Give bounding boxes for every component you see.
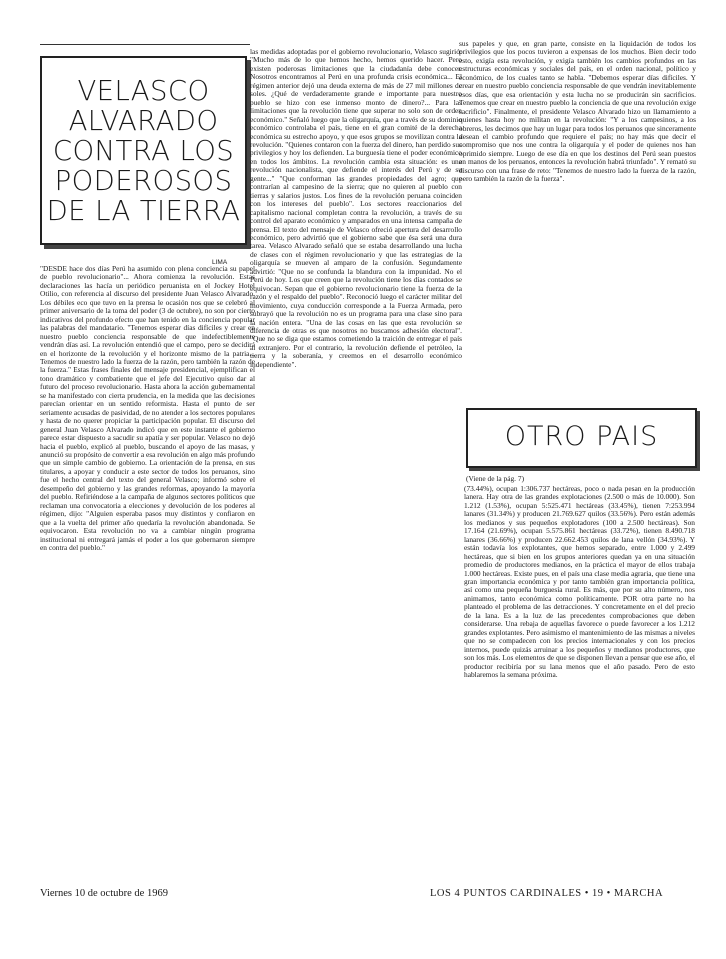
- headline-box: [40, 56, 247, 245]
- continued-from: (Viene de la pág. 7): [466, 474, 525, 483]
- sidebar-text: (73.44%), ocupan 1:306.737 hectáreas, poco o nada pesan en la producción lanera. Hay otra de las grandes explotaciones (2.500 o más de 10.000). Son 1.212 (1.53%), ocupan 5:525.471 hectáreas (33.45%), tienen 7:253.994 lanares (31.34%) y producen 21.769.627 quilos (33.56%). Pero están además los medianos y sus pequeños explotadores (100 a 2.500 hectáreas). Son 17.164 (21.69%), ocupan 5.575.861 hectáreas (33.72%), tienen 8.490.718 lanares (36.66%) y producen 22.662.453 quilos de lana vellón (34.93%). Y están todavía los explotantes, que hemos separado, entre 1.000 y 2.499 hectáreas, que si bien en los grupos anteriores quedan ya en una situación promedio de productores medianos, en la práctica el mayor de ellos trabaja 1.000 hectáreas. Existe pues, en el país una clase media agraria, que tiene una gran importancia económica y por tanto también gran importancia política, así como una pequeña burguesía rural. Es más, que por su alto número, nos animamos, tanto económica como políticamente. POR otra parte no ha planteado el problema de las detracciones. Y concretamente en el del precio de la lana. Es a la luz de las precedentes comprobaciones que deben considerarse. Una rebaja de aquellas favorece o puede favorecer a los 1.212 grandes explotantes. Pero asimismo el mantenimiento de las mismas a niveles que no se compadecen con los precios internacionales y con los precios internos, puede quizás arruinar a los pequeños y medianos productores, que son los más. Los elementos de que se disponen llevan a pensar que ese año, el productor recibiría por su lana menos que el año pasado. Pero de esto hablaremos la semana próxima.: [464, 485, 695, 679]
- headline: VELASCO ALVARADO CONTRA LOS PODEROSOS DE LA TIERRA: [46, 75, 241, 227]
- sidebar-column: [464, 485, 695, 883]
- article-text-3: sus papeles y que, en gran parte, consiste en la liquidación de todos los privilegios que los pocos tuvieron a expensas de los muchos. Bien decir todo esto, exigía esta revolución, y exigía también los cambios profundos en las estructuras económicas y sociales del país, en el orden nacional, político y económico, de los cuales tanto se habla. "Debemos esperar días difíciles. Y crear en nuestro pueblo conciencia responsable de que vendrán inevitablemente esos días, que esa orientación y esta lucha no se producirán sin sacrificios. Tenemos que crear en nuestro pueblo la conciencia de que una revolución exige sacrificio". Finalmente, el presidente Velasco Alvarado hizo un llamamiento a quienes hasta hoy no militan en la revolución: "Y a los campesinos, a los obreros, les decimos que hay un lugar para todos los peruanos que sinceramente desean el cambio profundo que requiere el país; no hay más que decir el compromiso que nos une contra la oligarquía y el poder de quienes nos han oprimido siempre. Luego de ese día en que los destinos del Perú sean puestos en manos de los peruanos, entonces la revolución habrá triunfado". Y remató su discurso con una frase de reto: "Tenemos de nuestro lado la fuerza de la razón, pero también la razón de la fuerza".: [459, 40, 696, 184]
- footer-date: Viernes 10 de octubre de 1969: [40, 888, 168, 899]
- top-rule: [40, 44, 250, 45]
- dateline: LIMA: [212, 259, 228, 266]
- article-column-2: [250, 48, 462, 874]
- article-text-1: "DESDE hace dos días Perú ha asumido con plena conciencia su papel de pueblo revolucionario"... Ahora comienza la revolución. Estas declaraciones las hacía un periódico peruanista en el Jockey Hotel Otilio, con referencia al discurso del presidente Juan Velasco Alvarado. Los débiles eco que tuvo en la prensa le ocasión nos que se celebró al primer aniversario de la toma del poder (3 de octubre), no son por cierto indicativos del profundo efecto que han tenido en la conciencia popular las palabras del mandatario. "Tenemos esperar días difíciles y crear en nuestro pueblo conciencia responsable de que indefectiblemente vendrán días así. La revolución entendió que el campo, pero se decidirá en el horizonte de la revolución y el horizonte mismo de la patria... Tenemos de nuestro lado la fuerza de la razón, pero también la razón de la fuerza." Estas frases finales del mensaje presidencial, ejemplifican el tono dramático y combatiente que el jefe del Ejecutivo quiso dar al futuro del proceso revolucionario. Hasta ahora la acción gubernamental se ha manifestado con cierta prudencia, en la medida que las decisiones parecían orientar en un sentido reformista. Hasta el punto de ser seriamente acusadas de pasividad, de no atender a los sectores populares y hasta de no querer propiciar la participación popular. El discurso del general Juan Velasco Alvarado indicó que en este instante el gobierno parece estar dispuesto a sacudir su apatía y ser popular. Velasco no dejó hacia el pueblo, explicó al pueblo, buscando el apoyo de las masas, y anunció su propósito de convertir a esa revolución en algo más profundo que un simple cambio de gobierno. La orientación de la prensa, en sus titulares, a apoyar y conducir a este sector de todos los peruanos, sino fue el hecho central del texto del general Velasco; informó sobre el desempeño del gobierno y las grandes reformas, apoyando la mayoría del pueblo. Refiriéndose a la campaña de algunos sectores políticos que reclaman una convocatoria a elecciones y devolución de los poderes al régimen, dijo: "Alguien esperaba pasos muy distintos y confiaron en que a la vuelta del primer año quedaría la revolución abandonada. Se equivocaron. Esta revolución no va a cambiar ningún programa institucional ni entregará jamás el poder a los que gobernaron siempre en contra del pueblo.": [40, 265, 255, 552]
- sidebar-headline-box: [466, 408, 697, 468]
- footer-section: LOS 4 PUNTOS CARDINALES • 19 • MARCHA: [430, 888, 664, 899]
- article-text-2: las medidas adoptadas por el gobierno revolucionario, Velasco sugirió: "Mucho más de lo que hemos hecho, hemos querido hacer. Pero existen poderosas limitaciones que la ciudadanía debe conocer. Nosotros encontramos al Perú en una profunda crisis económica... El régimen anterior dejó una deuda externa de más de 27 mil millones de soles. ¿Qué de verdaderamente grande e importante para nuestro pueblo se hizo con ese inmenso monto de dinero?... Para las limitaciones que la revolución tiene que superar no solo son de orden económico." Señaló luego que la oligarquía, que a través de su dominio económico controlaba el país, tiene en el gran comité de la derecha económica su estrecho apoyo, y que esos grupos se movilizan contra la revolución. "Quienes contaron con la fuerza del dinero, han perdido sus privilegios y hoy los defienden. La burguesía tiene el poder económico en todos los ámbitos. La revolución cambia esta situación: es una revolución nacionalista, que defiende el interés del Perú y de su gente..." "Que conforman las grandes propiedades del agro; que contrarían al campesino de la sierra; que no quieren al pueblo con tierras y salarios justos. Los fines de la revolución peruana coinciden con los intereses del pueblo". Los sectores reaccionarios del capitalismo nacional completan contra la revolución, a través de su control del aparato económico y amparados en una intensa campaña de prensa. El texto del mensaje de Velasco ofreció apertura del desarrollo económico, pero advirtió que el gobierno sabe que ésa será una dura tarea. Velasco Alvarado señaló que se estaba desarrollando una lucha de clases con el régimen revolucionario y que las estrategias de la oligarquía se mueven al amparo de la confusión. Segundamente advirtió: "Que no se confunda la blandura con la impunidad. No el Perú de hoy. Los que creen que la revolución tiene los días contados se equivocan. Sepan que el gobierno revolucionario tiene la fuerza de la razón y el respaldo del pueblo". Reconoció luego el carácter militar del movimiento, cuya conducción corresponde a la Fuerza Armada, pero subrayó que la revolución no es un programa para una clase sino para la nación entera. "Una de las cosas en las que esta revolución se diferencia de otras es que nosotros no buscamos adhesión electoral". "Que no se diga que estamos cometiendo la traición de entregar el país al extranjero. Por el contrario, la revolución defiende el petróleo, la tierra y la soberanía, y creemos en el desarrollo económico independiente".: [250, 48, 462, 369]
- sidebar-headline: OTRO PAIS: [504, 421, 659, 452]
- article-column-1: [40, 265, 255, 865]
- article-column-3: [459, 40, 696, 400]
